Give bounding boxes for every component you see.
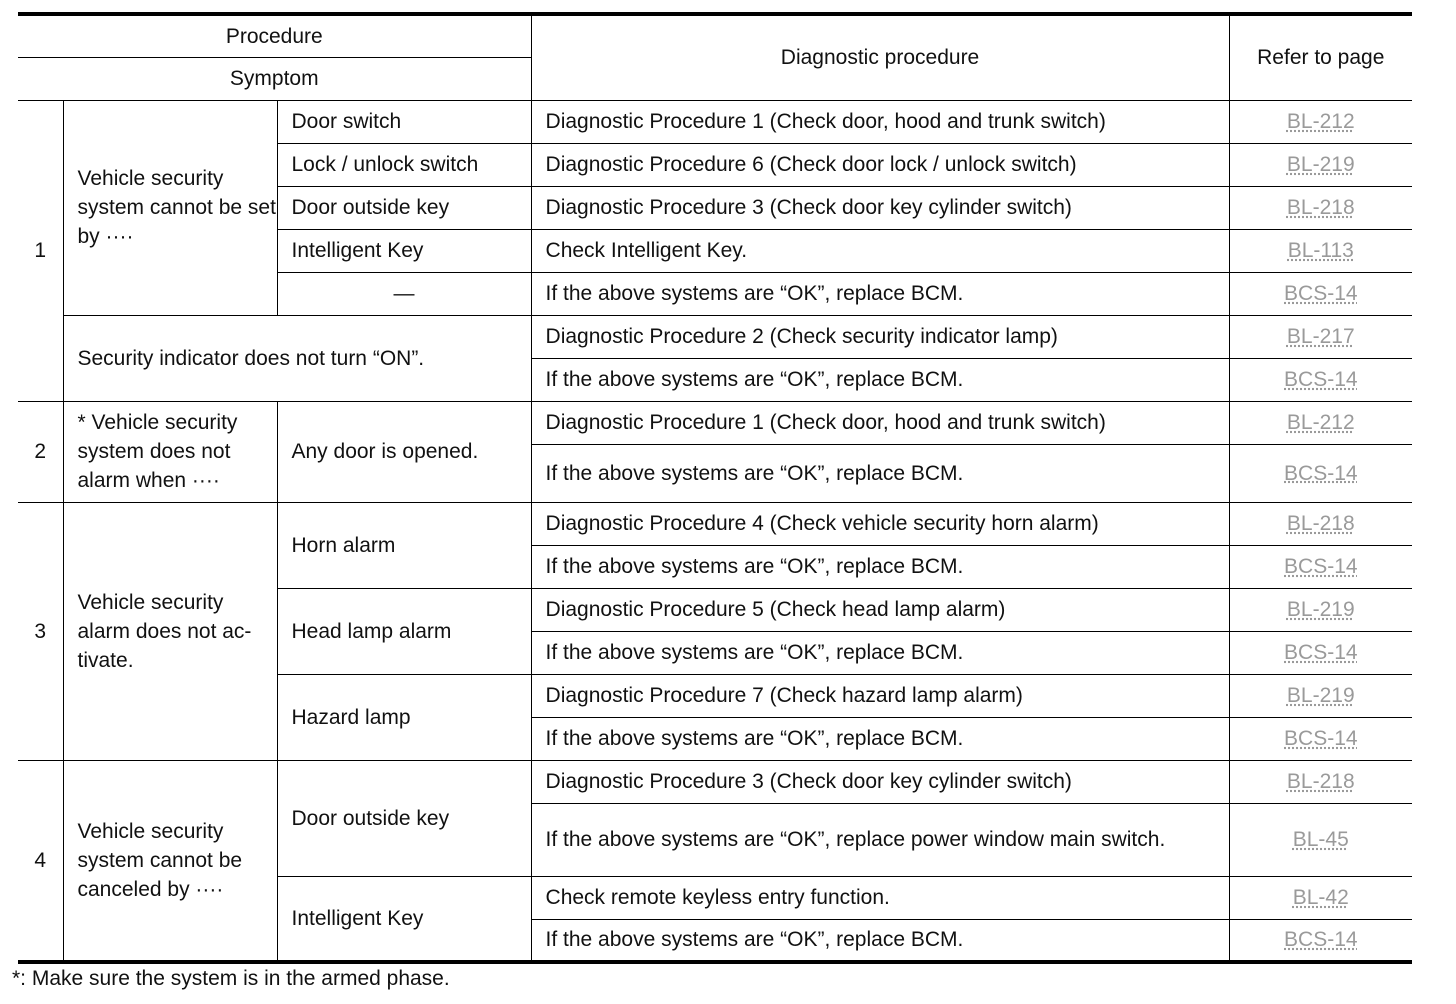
refer-page-cell xyxy=(1229,401,1412,444)
group-number: 3 xyxy=(18,502,63,760)
diagnosis-table xyxy=(18,12,1412,964)
diagnostic-cell: Check remote keyless entry function. xyxy=(531,876,1229,919)
diagnostic-cell: Diagnostic Procedure 2 (Check security indicator lamp) xyxy=(531,315,1229,358)
symptom-cell: Vehicle security system cannot be set by ···· xyxy=(63,100,277,315)
diagnostic-cell: If the above systems are “OK”, replace BCM. xyxy=(531,631,1229,674)
diagnostic-cell: Diagnostic Procedure 5 (Check head lamp alarm) xyxy=(531,588,1229,631)
page-reference-link[interactable]: BL-219 xyxy=(1286,598,1355,621)
diagnostic-cell: Diagnostic Procedure 3 (Check door key cylinder switch) xyxy=(531,186,1229,229)
refer-page-cell xyxy=(1229,674,1412,717)
diagnostic-cell: If the above systems are “OK”, replace BCM. xyxy=(531,919,1229,962)
sub-symptom-cell: — xyxy=(277,272,531,315)
page-reference-link[interactable]: BCS-14 xyxy=(1284,928,1358,952)
page-reference-link[interactable]: BCS-14 xyxy=(1284,555,1358,578)
refer-page-cell xyxy=(1229,760,1412,803)
refer-page-cell xyxy=(1229,545,1412,588)
page-reference-link[interactable]: BL-217 xyxy=(1286,325,1355,348)
diagnostic-cell: If the above systems are “OK”, replace BCM. xyxy=(531,272,1229,315)
header-refer-to-page: Refer to page xyxy=(1229,14,1412,100)
refer-page-cell xyxy=(1229,315,1412,358)
symptom-cell: Security indicator does not turn “ON”. xyxy=(63,315,531,401)
diagnostic-cell: If the above systems are “OK”, replace BCM. xyxy=(531,358,1229,401)
refer-page-cell xyxy=(1229,588,1412,631)
refer-page-cell xyxy=(1229,186,1412,229)
refer-page-cell xyxy=(1229,717,1412,760)
page-reference-link[interactable]: BCS-14 xyxy=(1284,368,1358,391)
page-reference-link[interactable]: BL-219 xyxy=(1286,684,1355,707)
sub-symptom-cell: Hazard lamp xyxy=(277,674,531,760)
diagnosis-table-container xyxy=(18,12,1412,964)
refer-page-cell xyxy=(1229,444,1412,502)
diagnostic-cell: Diagnostic Procedure 6 (Check door lock / unlock switch) xyxy=(531,143,1229,186)
diagnostic-cell: Diagnostic Procedure 1 (Check door, hood and trunk switch) xyxy=(531,401,1229,444)
page-reference-link[interactable]: BCS-14 xyxy=(1284,282,1358,305)
header-symptom: Symptom xyxy=(18,57,531,100)
symptom-cell: Vehicle security system cannot be canceled by ···· xyxy=(63,760,277,962)
sub-symptom-cell: Head lamp alarm xyxy=(277,588,531,674)
page-reference-link[interactable]: BL-218 xyxy=(1286,770,1355,793)
diagnostic-cell: Diagnostic Procedure 4 (Check vehicle security horn alarm) xyxy=(531,502,1229,545)
page-reference-link[interactable]: BCS-14 xyxy=(1284,461,1358,485)
page-reference-link[interactable]: BL-212 xyxy=(1286,110,1355,133)
header-procedure: Procedure xyxy=(18,14,531,57)
symptom-cell: * Vehicle security system does not alarm when ···· xyxy=(63,401,277,502)
refer-page-cell xyxy=(1229,229,1412,272)
group-number: 4 xyxy=(18,760,63,962)
diagnostic-cell: Diagnostic Procedure 3 (Check door key cylinder switch) xyxy=(531,760,1229,803)
sub-symptom-cell: Door outside key xyxy=(277,186,531,229)
refer-page-cell xyxy=(1229,358,1412,401)
sub-symptom-cell: Door switch xyxy=(277,100,531,143)
page-reference-link[interactable]: BL-218 xyxy=(1286,512,1355,535)
footnote: *: Make sure the system is in the armed phase. xyxy=(12,967,450,990)
refer-page-cell xyxy=(1229,631,1412,674)
page-reference-link[interactable]: BL-45 xyxy=(1292,828,1349,851)
refer-page-cell xyxy=(1229,100,1412,143)
symptom-cell: Vehicle security alarm does not ac-tivate. xyxy=(63,502,277,760)
refer-page-cell xyxy=(1229,502,1412,545)
sub-symptom-cell: Intelligent Key xyxy=(277,876,531,962)
sub-symptom-cell: Horn alarm xyxy=(277,502,531,588)
group-number: 1 xyxy=(18,100,63,401)
page-reference-link[interactable]: BL-219 xyxy=(1286,153,1355,176)
diagnostic-cell: If the above systems are “OK”, replace BCM. xyxy=(531,444,1229,502)
sub-symptom-cell: Door outside key xyxy=(277,760,531,876)
sub-symptom-cell: Lock / unlock switch xyxy=(277,143,531,186)
page-reference-link[interactable]: BL-218 xyxy=(1286,196,1355,219)
page-reference-link[interactable]: BL-212 xyxy=(1286,411,1355,434)
diagnostic-cell: If the above systems are “OK”, replace BCM. xyxy=(531,717,1229,760)
sub-symptom-cell: Any door is opened. xyxy=(277,401,531,502)
refer-page-cell xyxy=(1229,272,1412,315)
refer-page-cell xyxy=(1229,143,1412,186)
diagnostic-cell: If the above systems are “OK”, replace BCM. xyxy=(531,545,1229,588)
group-number: 2 xyxy=(18,401,63,502)
diagnostic-cell: Diagnostic Procedure 7 (Check hazard lamp alarm) xyxy=(531,674,1229,717)
refer-page-cell xyxy=(1229,919,1412,962)
sub-symptom-cell: Intelligent Key xyxy=(277,229,531,272)
diagnostic-cell: Check Intelligent Key. xyxy=(531,229,1229,272)
page-reference-link[interactable]: BL-42 xyxy=(1292,886,1349,909)
diagnostic-cell: If the above systems are “OK”, replace power window main switch. xyxy=(531,803,1229,876)
refer-page-cell xyxy=(1229,803,1412,876)
header-diagnostic-procedure: Diagnostic procedure xyxy=(531,14,1229,100)
refer-page-cell xyxy=(1229,876,1412,919)
diagnostic-cell: Diagnostic Procedure 1 (Check door, hood and trunk switch) xyxy=(531,100,1229,143)
page-reference-link[interactable]: BL-113 xyxy=(1287,239,1354,262)
page-reference-link[interactable]: BCS-14 xyxy=(1284,641,1358,664)
page-reference-link[interactable]: BCS-14 xyxy=(1284,727,1358,750)
